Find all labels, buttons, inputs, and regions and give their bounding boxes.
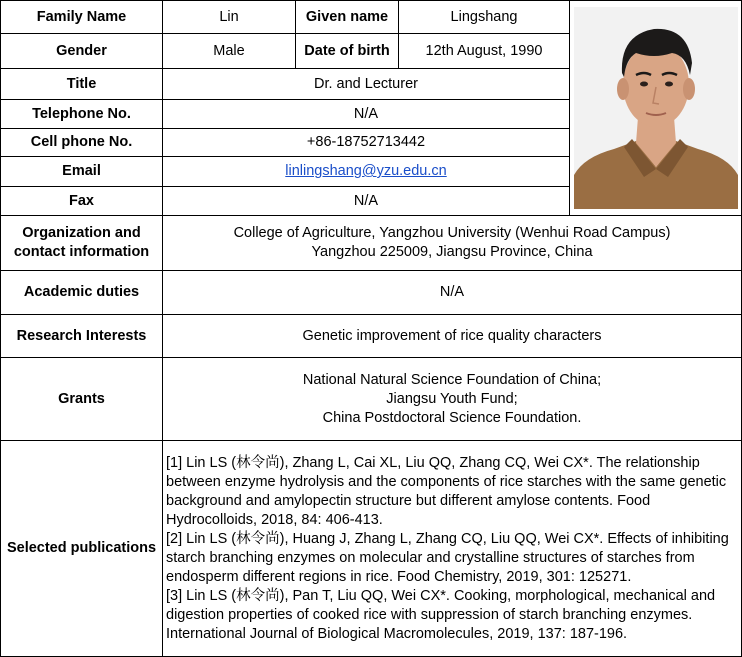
cell-phone-value: +86-18752713442 — [163, 129, 570, 157]
left-eye — [640, 82, 648, 87]
left-ear — [617, 78, 629, 100]
profile-photo — [574, 7, 738, 209]
fax-value: N/A — [163, 187, 570, 216]
given-name-value: Lingshang — [399, 1, 570, 34]
given-name-label: Given name — [296, 1, 399, 34]
grant-item: China Postdoctoral Science Foundation. — [322, 409, 582, 426]
portrait-icon — [574, 7, 738, 209]
gender-label: Gender — [1, 34, 163, 69]
email-label: Email — [1, 157, 163, 187]
telephone-value: N/A — [163, 100, 570, 129]
grant-item: Jiangsu Youth Fund; — [386, 390, 518, 407]
organization-label: Organization and contact information — [1, 216, 163, 271]
telephone-label: Telephone No. — [1, 100, 163, 129]
organization-line-2: Yangzhou 225009, Jiangsu Province, China — [311, 244, 593, 260]
right-eye — [665, 82, 673, 87]
publication-item: [1] Lin LS (林令尚), Zhang L, Cai XL, Liu QQ, Zhang CQ, Wei CX*. The relationship between enzyme hydrolysis and the components of rice starches with the same genetic background and amylopectin structure but different amylose contents. Food Hydrocolloids, 2018, 84: 406-413. — [166, 454, 727, 528]
grant-item: National Natural Science Foundation of China; — [302, 371, 602, 388]
grants-label: Grants — [1, 358, 163, 441]
research-interests-label: Research Interests — [1, 315, 163, 358]
organization-line-1: College of Agriculture, Yangzhou University (Wenhui Road Campus) — [233, 225, 671, 241]
family-name-label: Family Name — [1, 1, 163, 34]
academic-duties-label: Academic duties — [1, 271, 163, 315]
cell-phone-label: Cell phone No. — [1, 129, 163, 157]
publication-item: [2] Lin LS (林令尚), Huang J, Zhang L, Zhang CQ, Liu QQ, Wei CX*. Effects of inhibiting starch branching enzymes on molecular and crystalline structures of starches from endosperm different regions in rice. Food Chemistry, 2019, 301: 125271. — [166, 530, 729, 585]
date-of-birth-label: Date of birth — [296, 34, 399, 69]
photo-cell — [570, 1, 742, 216]
research-interests-value: Genetic improvement of rice quality characters — [163, 315, 742, 358]
date-of-birth-value: 12th August, 1990 — [399, 34, 570, 69]
email-cell — [163, 157, 570, 187]
right-ear — [683, 78, 695, 100]
publication-item: [3] Lin LS (林令尚), Pan T, Liu QQ, Wei CX*. Cooking, morphological, mechanical and digestion properties of cooked rice with suppression of starch branching enzymes. International Journal of Biological Macromolecules, 2019, 137: 187-196. — [166, 587, 716, 642]
email-link[interactable]: linlingshang@yzu.edu.cn — [285, 163, 447, 179]
academic-duties-value: N/A — [163, 271, 742, 315]
title-value: Dr. and Lecturer — [163, 69, 570, 100]
family-name-value: Lin — [163, 1, 296, 34]
grants-value — [163, 358, 742, 441]
title-label: Title — [1, 69, 163, 100]
publications-value — [163, 441, 742, 657]
gender-value: Male — [163, 34, 296, 69]
publications-label: Selected publications — [1, 441, 163, 657]
organization-value — [163, 216, 742, 271]
fax-label: Fax — [1, 187, 163, 216]
